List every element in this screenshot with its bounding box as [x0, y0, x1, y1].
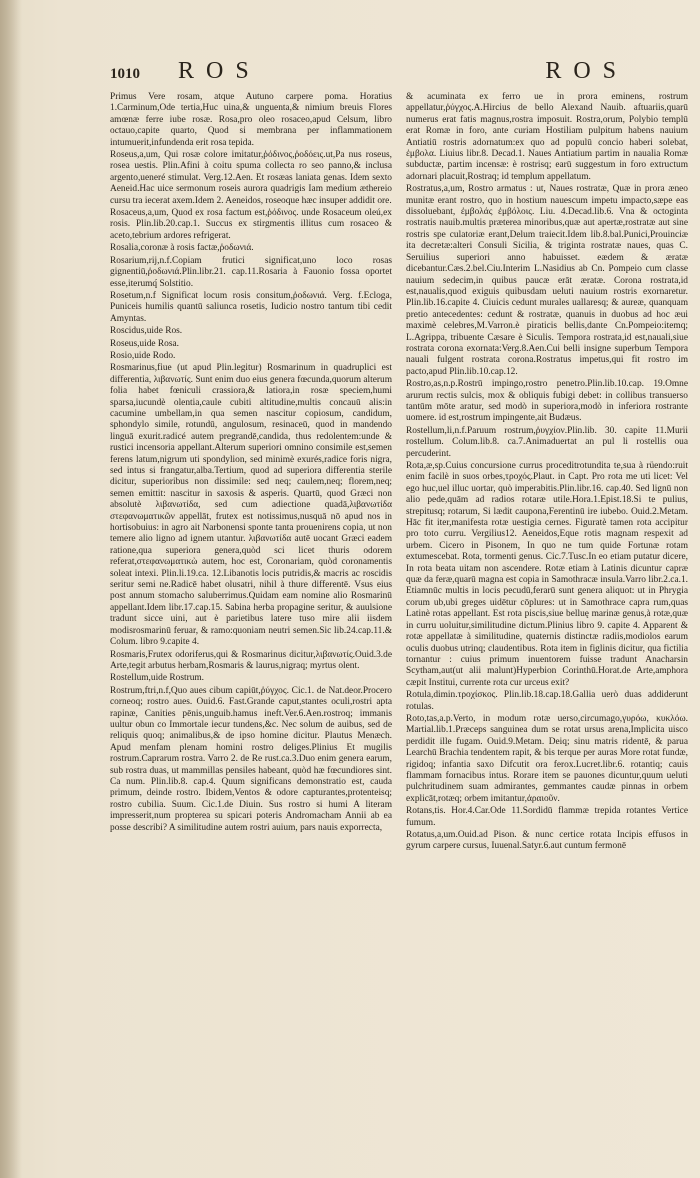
dictionary-entry: Rosmaris,Frutex odoriferus,qui & Rosmarinus dicitur,λιβανωτίς.Ouid.3.de Arte,tegit arbutus herbam,Rosmaris & laurus,nigraq; myrtus olent.	[110, 649, 392, 671]
dictionary-entry: Rostro,as,n.p.Rostrū impingo,rostro penetro.Plin.lib.10.cap. 19.Omne arurum rectis sulcis, mox & obliquis fubigi debet: in collibus transuerso tantūm mōte aratur, sed modò in superiora,modò in inferiora rostrante uomere. id est,rostrum impingente,ait Budæus.	[406, 379, 688, 424]
left-column	[110, 92, 392, 1162]
dictionary-entry: & acuminata ex ferro ue in prora eminens, rostrum appellatur,ῥύγχος.A.Hircius de bello Alexand Nauib. aftuariis,quarū numerus erat fatis magnus,rostra imposuit. Rostra,orum, Polybio templū erat Romæ in foro, ante curiam Hostiliam pulpitum habens nauium Antiatiū rostris adornatum:ex quo ad populū concio haberi solebat, ἐμβολα. Liuius libr.8. Decad.1. Naues Antiatium partim in naualia Romæ subductæ, partim incensæ: è rostrisq; earū suggestum in foro extructum adornari placuit,Rostraq; id templum appellatum.	[406, 92, 688, 182]
text-columns	[110, 92, 688, 1162]
dictionary-entry: Rosmarinus,fiue (ut apud Plin.legitur) Rosmarinum in quadruplici est differentia, λιβανωτίς. Sunt enim duo eius genera fœcunda,quorum alterum folia habet fœniculi crassiora,& latiora,in rosæ speciem,humi sparsa,iucundè olentia,caule cubiti altitudine,multis concauū alis:in cacumine umbellam,in qua semen nascitur copiosum, candidum, sphondylo simile, rotundū, angulosum, resinaceū, quod in mandendo linguā exurit.radicé autem pregrandē,candida, thus redolentem:unde & rustici incensoria appellant.Alterum superiori omnino consimile est,semen ferens latum,nigrum uti spondylion, sed minimè exurés,radice foris nigra, sed intus si frangatur,alba.Tertium, quod ad superiora differentia sterile dicitur, superioribus non dissimile: sed neq; caulem,neq; florem,neq; semen emittit: nascitur in saxosis & asperis. Quartū, quod Græci non absolutè λιβανωτίδα, sed cum adiectione quadā,λιβανωτίδα στεφανωματικῶν appellāt, frutex est notissimus,nusquā nō apud nos in hortisobuius: in agro ait Narbonensi sponte tanta prouenirens copia, ut non temere alio ligno ad ignem utantur. λιβανωτίδα autē uocant Græci eadem ratione,qua superiora genera,quòd sci licet thuris odorem referat,στεφανωματικὼ autem, hoc est, Coronariam, quòd coronamentis soleat intexi. Plin.li.19.ca. 12.Libanotis locis putridis,& macris ac roscidis seritur semi ne.Radicē habet olusatri, nihil à thure differentē. Vsus eius post annum stomacho saluberrimus.Quidam eam nomine alio Rosmarinū appellant.Idem libr.17.cap.15. Sabina herba propagine seritur, & auulsione tradunt sicce uini, aut è parietibus latere tuso mire alii iisdem modisrosmarinū feruar, & ramo:quoniam neutri semen.Sic lib.24.cap.11.& Colum. libro 9.capite 4.	[110, 363, 392, 648]
dictionary-entry: Rosaceus,a,um, Quod ex rosa factum est,ῥόδινος. unde Rosaceum oleú,ex rosis. Plin.lib.20.cap.1. Succus ex stirgmentis illitus cum rosaceo & aceto,tebrium ardores refrigerat.	[110, 208, 392, 241]
dictionary-entry: Rosio,uide Rodo.	[110, 350, 176, 361]
dictionary-entry: Rostellum,li,n.f.Paruum rostrum,ῥυγχίον.Plin.lib. 30. capite 11.Murii rostellum. Colum.lib.8. ca.7.Animaduertat an pul li rostellis oua percuderint.	[406, 425, 688, 459]
running-head-right: ROS	[545, 58, 628, 84]
running-head-left: ROS	[178, 58, 261, 84]
page-header	[110, 58, 670, 86]
dictionary-entry: Rotula,dimin.τροχίσκος. Plin.lib.18.cap.18.Gallia uerò duas addiderunt rotulas.	[406, 690, 688, 712]
dictionary-entry: Primus Vere rosam, atque Autuno carpere poma. Horatius 1.Carminum,Ode tertia,Huc uina,& unguenta,& nimium breuis Flores amœnæ ferre iube rosæ. Rosa,pro oleo rosaceo,apud Celsum, libro octauo,capite quarto, Quod si membrana per inflammationem intumuerit,infundenda erit rosa tepida.	[110, 92, 392, 148]
dictionary-entry: Rota,æ,sp.Cuius concursione currus proceditrotundita te,sua à rüendo:ruit enim facilè in suos orbes,τροχός.Plaut. in Capt. Pro rota me uti licet: Vel ego huc,uel illuc uortar, quò imperabitis.Plin.libr.16. cap.40. Sed lignū non alio pede,quām ad radios rotaræ utile.Hora.1.Epist.18.Si te pulius, strepitusq; rotarum, Si lædit caupona,Ferentinū ire iubebo. Ouid.2.Metam. Hāc fit iter,manifesta rotæ uestigia cernes. Figuratè tamen rota accipitur pro toto curru. Vergilius12. Aeneidos,Eque rotis magnam respexit ad urbem. Cicero in Pisonem, In quo ne tum quide Fortunæ rotam extumescebat. Rota, tormenti genus. Cic.7.Tusc.In eo etiam putatur dicere, In rota beata uitam non ascendere. Rotæ etiam à Latinis dicuntur capræ quæ da feræ,quarū magna est copia in Samothracæ insula.Varro libr.2.ca.1. Etiamnūc multis in locis pecudū,ferarū sunt genera aliquot: ut in Phrygia corum ub,ubi greges uidētur cōplures: ut in Samothrace capra rum,quas Latinè rotas appellant. Est rota piscis,siue belluę marinæ genus,à rotæ,quæ in curru uoluitur,similitudine dictum.Plinius libro 9. capite 4. Apparent & rotæ appellatæ à similitudine, quaternis distinctæ radiis,modiolos earum oculis duobus utrinq; claudentibus. Rota item in figlinis dicitur, qua fictilia tornantur : cuius primum inuentorem fuisse tradunt Anacharsin Scytham,aut(ut alii malunt)Hyperbion Corinthū.Horat.de Arte,amphora cæpit Institui, currente rota cur urceus exit?	[406, 461, 688, 688]
dictionary-entry: Roscidus,uide Ros.	[110, 326, 183, 337]
dictionary-entry: Rosalia,coronæ à rosis factæ,ῥοδωνιά.	[110, 243, 254, 254]
dictionary-entry: Rostrum,ftri,n.f,Quo aues cibum capiūt,ῥύγχος. Cic.1. de Nat.deor.Procero corneoq; rostro aues. Ouid.6. Fast.Grande caput,stantes oculi,rostri apta rapinæ, Canities pēnis,unguib.hamus ineft.Ver.6.Aen.rostroq; immanis uultur obun co Immortale iecur tundens,&c. Nec solum de auibus, sed de reliquis quoq; animalibus,& de ipso homine dicitur. Plautus Menæch. Apud menfam plenam homini rostro deliges.Plinius Et mugilis rostrum.Caprarum rostra. Varro 2. de Re rust.ca.3.Duo enim genera earum, sub rostra duas, ut mammillas pensiles habeant, quòd hæ fœcundiores sint. Ca num. Plin.lib.8. cap.4. Quum significans demonstratio est, cauda primum, deinde rostro. Ibidem,Ventos & odore capturantes,protenteisq; rostro cubilia. Suum. Cic.1.de Diuin. Sus rostro si humi A literam impresserit,num propterea su spicari poteris Andromacham Annii ab ea posse describi? A similitudine autem rostri auium, pars nauis exporrecta,	[110, 685, 392, 833]
binding-gutter-shadow	[0, 0, 22, 1178]
right-column	[406, 92, 688, 1162]
dictionary-entry: Rotans,tis. Hor.4.Car.Ode 11.Sordidū flammæ trepida rotantes Vertice fumum.	[406, 806, 688, 828]
dictionary-entry: Rostratus,a,um, Rostro armatus : ut, Naues rostratæ, Quæ in prora æneo munitæ erant rostro, quo in hostium nauescum impetu impacto,sæpe eas dissoluebant, ἐμβολάς ἐμβόλοις. Liu. 4.Decad.lib.6. Vna & octoginta rostratis nauib.multis præterea minoribus,quæ aut apertæ,rostratæ aut sine rostris spe culatoriæ erant,Delum traiecit.Idem lib.8.bal.Punici,Prouinciæ ita decretæ:alteri Consuli Sicilia, & triginta rostratæ naues, quas C. Seruilius superiori anno habuisset. eædem & æratæ dicebantur.Cæs.2.bel.Ciu.Interim L.Nasidius ab Cn. Pompeio cum classe nauium sedecim,in quibus paucæ erāt æratæ. Corona rostrata,id est,naualis,quod exiguis quibusdam ueluti nauium rostris exornaretur. Plin.lib.16.capite 4. Ciuicis cedunt murales uallaresq; & aureæ, quanquam pretio antecedentes: cedunt & rostratæ, quanuis in duobus ad hoc æui maximè celebres,M.Varron.è piraticis bellis,dante Cn.Pompeio:itemq; L.Agrippa, tribuente Cæsare è Siculis. Tempora rostrata,id est,nauali,siue rostrata corona exornata:Verg.8.Aen.Cui belli insigne superbum Tempora nauali fulgent rostrata corona.Rostratus impetus,qui fit rostro im pacto,apud Plin.lib.10.cap.12.	[406, 184, 688, 377]
dictionary-entry: Rotatus,a,um.Ouid.ad Pison. & nunc certice rotata Incipis effusos in gyrum carpere cursus, Iuuenal.Satyr.6.aut cuntum fermonē	[406, 830, 688, 852]
dictionary-entry: Roto,tas,a.p.Verto, in modum rotæ uerso,circumago,γυρόω, κυκλόω. Martial.lib.1.Præceps sanguinea dum se rotat ursus arena,Implicita uisco perdidit ille fugam. Ouid.9.Metam. Deiq; sinu matris ridentē, & parua Learchū Brachia tendentem rapit, & bis terque per auras More rotat fundæ, rigidoq; infantia saxo Difcutit ora ferox.Lucret.libr.6. rotantiq; cauis flammam fornacibus intus. Rorare item se pauones dicuntur,quum ueluti pulchritudinem suam admirantes, gemmantes caudæ pinnas in orbem explicāt,rotæq; orbem imitantur,ἀραιοῦν.	[406, 713, 688, 804]
dictionary-entry: Rostellum,uide Rostrum.	[110, 673, 205, 684]
dictionary-entry: Rosetum,n.f Significat locum rosis consitum,ῥοδωνιά. Verg. f.Ecloga, Puniceis humilis quantū saliunca rosetis, Iudicio nostro tantum tibi cedit Amyntas.	[110, 290, 392, 324]
dictionary-entry: Roseus,uide Rosa.	[110, 338, 180, 349]
page-number: 1010	[110, 66, 140, 82]
dictionary-entry: Roseus,a,um, Qui rosæ colore imitatur,ῥόδινος,ῥοδόεις.ut,Pa nus roseus, rosea uestis. Plin.Afini à coitu spuma collecta ro seo panno,& inclusa argento,ueneré stimulat. Verg.12.Aen. Et rosæas laniata genas. Idem sexto Aeneid.Hac uice sermonum roseis aurora quadrigis Iam medium æthereio cursu tra iecerat axem.Idem 2. Aeneidos, roseoque hæc insuper addidit ore.	[110, 150, 392, 206]
dictionary-entry: Rosarium,rij,n.f.Copiam frutici significat,uno loco rosas gignentiū,ῥοδωνιά.Plin.libr.21. cap.11.Rosaria à Fauonio fossa oportet esse,iterumq́ Solstitio.	[110, 255, 392, 289]
